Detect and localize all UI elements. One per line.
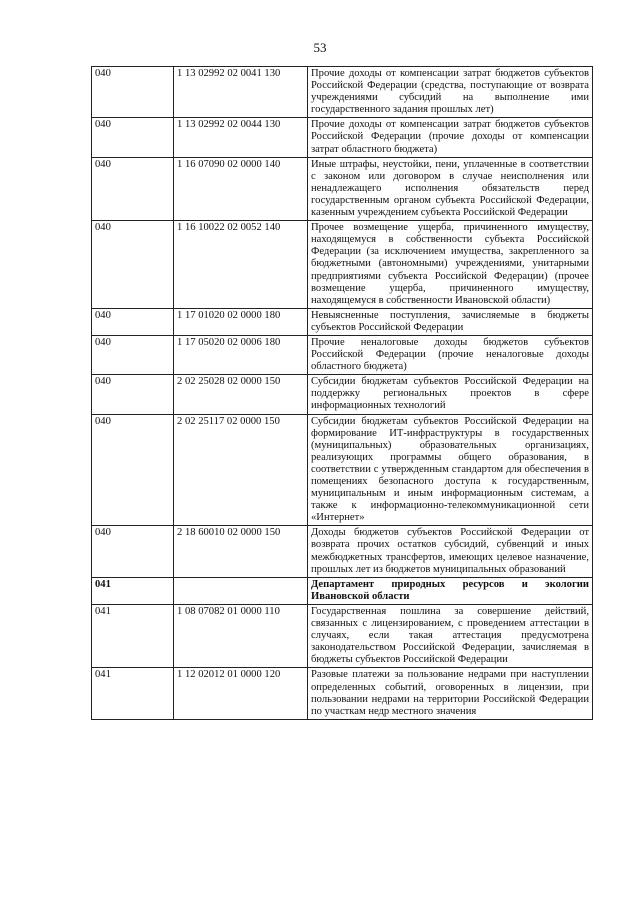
table-row [92, 67, 593, 118]
income-name-cell: Субсидии бюджетам субъектов Российской Федерации на поддержку региональных проектов в сфере информационных технологий [308, 375, 593, 414]
page-number: 53 [313, 40, 327, 55]
table-row [92, 335, 593, 374]
budget-code-cell: 1 16 10022 02 0052 140 [174, 221, 308, 309]
income-name-cell: Разовые платежи за пользование недрами при наступлении определенных событий, оговоренных в лицензии, при пользовании недрами на территории Российской Федерации по участкам недр местного значения [308, 668, 593, 719]
budget-code-cell: 2 02 25028 02 0000 150 [174, 375, 308, 414]
budget-code-cell: 1 17 05020 02 0006 180 [174, 335, 308, 374]
table-row [92, 221, 593, 309]
income-name-cell: Доходы бюджетов субъектов Российской Федерации от возврата прочих остатков субсидий, субвенций и иных межбюджетных трансфертов, имеющих целевое назначение, прошлых лет из бюджетов муниципальных образований [308, 526, 593, 577]
admin-code-cell: 041 [92, 604, 174, 667]
admin-code-cell: 040 [92, 526, 174, 577]
admin-code-cell: 040 [92, 67, 174, 118]
income-name-cell: Прочие неналоговые доходы бюджетов субъектов Российской Федерации (прочие неналоговые доходы областного бюджета) [308, 335, 593, 374]
table-row [92, 604, 593, 667]
table-row [92, 157, 593, 220]
admin-code-cell: 041 [92, 577, 174, 604]
table-row [92, 118, 593, 157]
budget-code-cell: 1 17 01020 02 0000 180 [174, 308, 308, 335]
table-row [92, 668, 593, 719]
table-row [92, 308, 593, 335]
income-name-cell: Субсидии бюджетам субъектов Российской Федерации на формирование ИТ-инфраструктуры в государственных (муниципальных) образовательных организациях, реализующих программы общего образования, в соответствии с утвержденным стандартом для обеспечения в помещениях безопасного доступа к государственным, муниципальным и иным информационным системам, а также к информационно-телекоммуникационной сети «Интернет» [308, 414, 593, 526]
budget-code-cell [174, 577, 308, 604]
budget-code-cell: 1 13 02992 02 0044 130 [174, 118, 308, 157]
table-body [92, 67, 593, 720]
budget-code-cell: 1 08 07082 01 0000 110 [174, 604, 308, 667]
income-name-cell: Прочее возмещение ущерба, причиненного имуществу, находящемуся в собственности субъекта Российской Федерации (за исключением имущества, закрепленного за бюджетными (автономными) учреждениями, унитарными предприятиями субъекта Российской Федерации) (прочее возмещение ущерба, причиненного имуществу, находящемуся в собственности Ивановской области) [308, 221, 593, 309]
admin-code-cell: 040 [92, 157, 174, 220]
admin-code-cell: 041 [92, 668, 174, 719]
budget-code-cell: 2 18 60010 02 0000 150 [174, 526, 308, 577]
budget-classification-table [91, 66, 593, 720]
section-header-row [92, 577, 593, 604]
table-row [92, 414, 593, 526]
admin-code-cell: 040 [92, 118, 174, 157]
admin-code-cell: 040 [92, 375, 174, 414]
budget-code-cell: 2 02 25117 02 0000 150 [174, 414, 308, 526]
budget-code-cell: 1 12 02012 01 0000 120 [174, 668, 308, 719]
income-name-cell: Прочие доходы от компенсации затрат бюджетов субъектов Российской Федерации (средства, поступающие от возврата учреждениями субсидий на выполнение ими государственного задания прошлых лет) [308, 67, 593, 118]
income-name-cell: Невыясненные поступления, зачисляемые в бюджеты субъектов Российской Федерации [308, 308, 593, 335]
income-name-cell: Государственная пошлина за совершение действий, связанных с лицензированием, с проведением аттестации в случаях, если такая аттестация предусмотрена законодательством Российской Федерации, зачисляемая в бюджеты субъектов Российской Федерации [308, 604, 593, 667]
admin-code-cell: 040 [92, 414, 174, 526]
admin-code-cell: 040 [92, 221, 174, 309]
income-name-cell: Иные штрафы, неустойки, пени, уплаченные в соответствии с законом или договором в случае неисполнения или ненадлежащего исполнения обязательств перед государственным органом субъекта Российской Федерации, казенным учреждением субъекта Российской Федерации [308, 157, 593, 220]
table-row [92, 526, 593, 577]
table-row [92, 375, 593, 414]
admin-code-cell: 040 [92, 308, 174, 335]
admin-code-cell: 040 [92, 335, 174, 374]
budget-code-cell: 1 13 02992 02 0041 130 [174, 67, 308, 118]
budget-code-cell: 1 16 07090 02 0000 140 [174, 157, 308, 220]
income-name-cell: Прочие доходы от компенсации затрат бюджетов субъектов Российской Федерации (прочие доходы от компенсации затрат областного бюджета) [308, 118, 593, 157]
income-name-cell: Департамент природных ресурсов и экологии Ивановской области [308, 577, 593, 604]
